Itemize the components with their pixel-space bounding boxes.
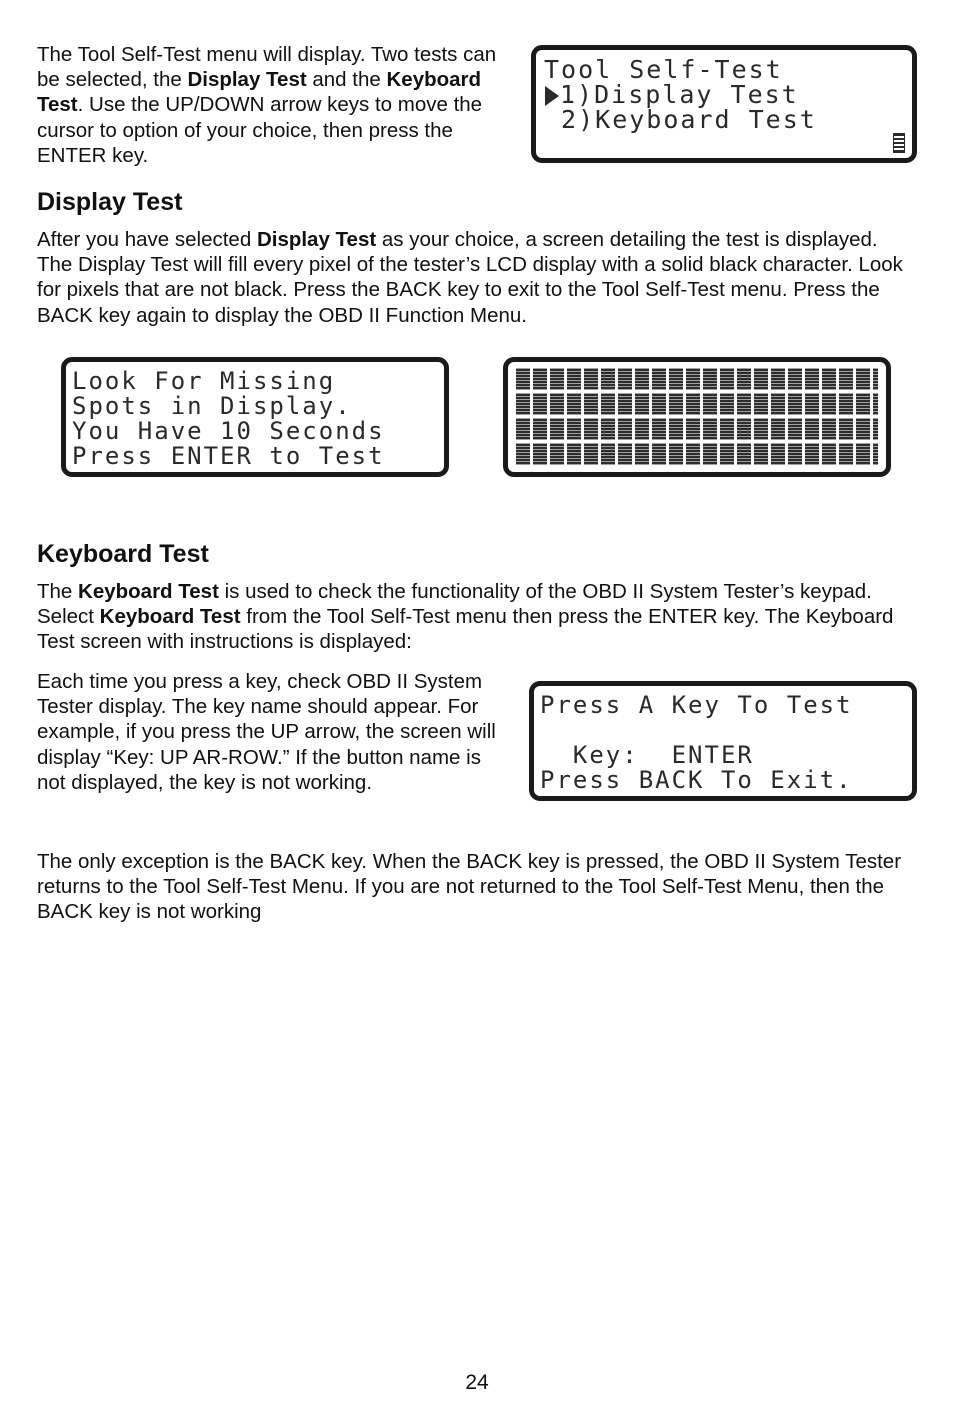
lcd-missing-line-2: Spots in Display. <box>72 392 352 420</box>
lcd-menu-option-display-test: 1)Display Test <box>560 80 799 109</box>
lcd-keyboard-line-1: Press A Key To Test <box>540 691 853 719</box>
display-test-text-2: as your choice, a screen detailing the test is displayed. The Display Test will fill every pixel of the tester’s LCD display with a solid black character. Look for pixels that are not black. Press the BACK key to exit to the Tool Self-Test menu. Press the BACK key again to display the OBD II Function Menu. <box>37 228 903 327</box>
lcd-self-test-menu <box>531 45 917 163</box>
intro-paragraph <box>37 42 522 168</box>
keyboard-bold-2: Keyboard Test <box>99 605 241 629</box>
intro-bold-keyboard-test: Keyboard Test <box>37 68 482 117</box>
lcd-fill-row <box>516 368 878 390</box>
keyboard-test-paragraph-2: Each time you press a key, check OBD II System Tester display. The key name should appear. For example, if you press the UP arrow, the screen will display “Key: UP AR-ROW.” If the button name is not displayed, the key is not working. <box>37 670 496 794</box>
lcd-missing-line-4: Press ENTER to Test <box>72 442 385 470</box>
play-arrow-icon <box>545 86 559 106</box>
lcd-fill-pattern <box>503 357 891 477</box>
lcd-fill-row <box>516 393 878 415</box>
intro-text-1: The Tool Self-Test menu will display. Two tests can be selected, the <box>37 43 497 92</box>
lcd-keyboard-line-3: Press BACK To Exit. <box>540 766 853 794</box>
keyboard-bold-1: Keyboard Test <box>78 580 219 603</box>
keyboard-text-3: from the Tool Self-Test menu then press the ENTER key. The Keyboard Test screen with instructions is displayed: <box>37 605 894 654</box>
keyboard-test-paragraph-3: The only exception is the BACK key. When the BACK key is pressed, the OBD II System Tester returns to the Tool Self-Test Menu. If you are not returned to the Tool Self-Test Menu, then the BACK key is not working <box>37 850 902 924</box>
intro-text-2: and the <box>306 68 387 92</box>
lcd-fill-row <box>516 443 878 465</box>
keyboard-text-1: The <box>37 580 79 603</box>
lcd-missing-line-1: Look For Missing <box>72 367 336 395</box>
display-test-text-1: After you have selected <box>37 228 257 251</box>
lcd-fill-row <box>516 418 878 440</box>
lcd-menu-title: Tool Self-Test <box>544 55 783 84</box>
lcd-missing-line-3: You Have 10 Seconds <box>72 417 385 445</box>
display-test-bold: Display Test <box>256 228 377 251</box>
display-test-paragraph <box>37 227 917 328</box>
lcd-keyboard-test <box>529 681 917 801</box>
scroll-indicator-icon <box>893 133 905 153</box>
intro-bold-display-test: Display Test <box>187 68 307 92</box>
page-number: 24 <box>465 1371 489 1394</box>
lcd-missing-spots <box>61 357 449 477</box>
lcd-menu-option-keyboard-test: 2)Keyboard Test <box>544 105 817 134</box>
keyboard-text-2: is used to check the functionality of the OBD II System Tester’s keypad. Select <box>37 580 872 629</box>
keyboard-test-heading: Keyboard Test <box>37 540 209 568</box>
keyboard-test-paragraph-1 <box>37 579 917 655</box>
intro-text-3: . Use the UP/DOWN arrow keys to move the cursor to option of your choice, then press the ENTER key. <box>37 93 483 167</box>
display-test-heading: Display Test <box>37 188 183 216</box>
lcd-keyboard-line-2: Key: ENTER <box>540 741 754 769</box>
